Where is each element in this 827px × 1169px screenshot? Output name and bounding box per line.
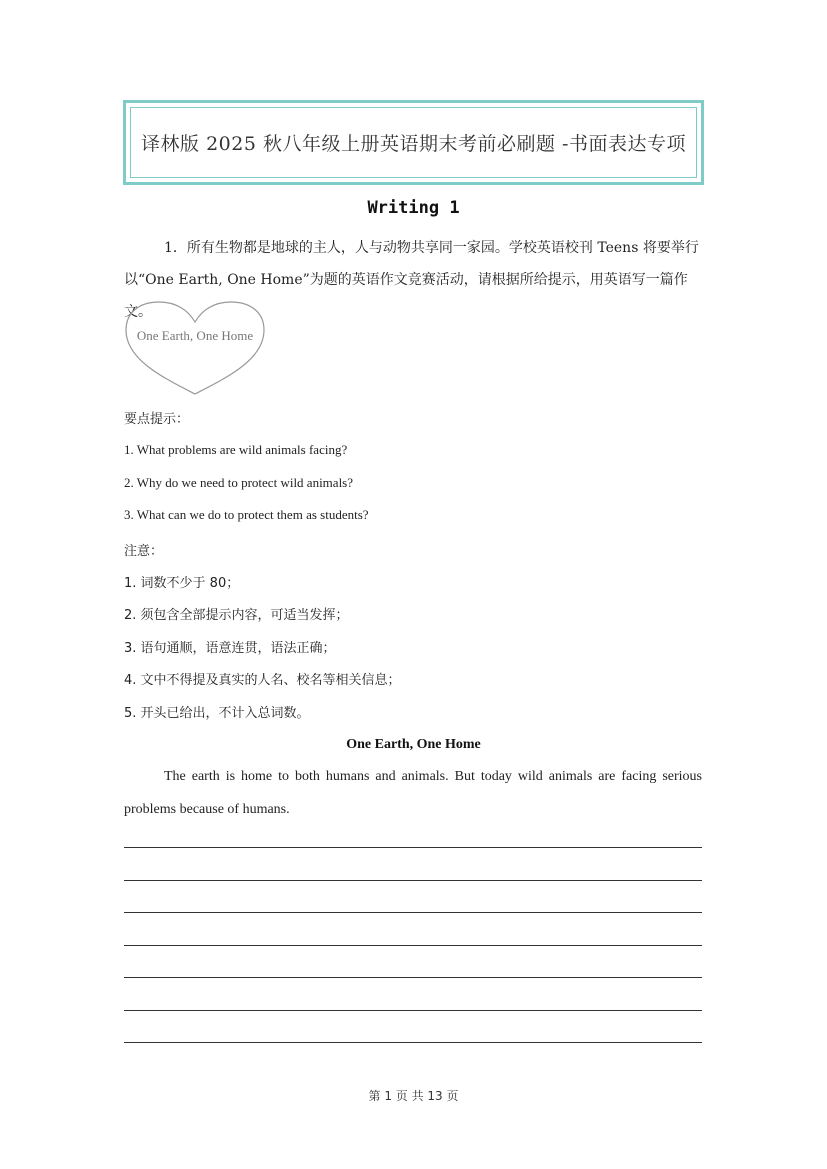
note-item: 5. 开头已给出，不计入总词数。 [124, 706, 310, 721]
tips-label: 要点提示： [124, 412, 190, 427]
essay-title: One Earth, One Home [346, 737, 481, 752]
answer-line[interactable] [124, 880, 702, 881]
answer-line[interactable] [124, 847, 702, 848]
notes-label: 注意： [124, 544, 164, 559]
title-frame [123, 100, 704, 185]
answer-line[interactable] [124, 1010, 702, 1011]
page-number: 第 1 页 共 13 页 [368, 1089, 459, 1103]
answer-line[interactable] [124, 977, 702, 978]
question-text: 1．所有生物都是地球的主人，人与动物共享同一家园。学校英语校刊 Teens 将要举行以“One Earth, One Home”为题的英语作文竞赛活动，请根据所给提示，用英语写一篇作文。 [124, 240, 699, 320]
note-item: 2. 须包含全部提示内容，可适当发挥； [124, 608, 349, 623]
heart-label: One Earth, One Home [136, 328, 254, 343]
tip-item: 3. What can we do to protect them as students? [124, 507, 369, 522]
note-item: 4. 文中不得提及真实的人名、校名等相关信息； [124, 673, 401, 688]
answer-line[interactable] [124, 945, 702, 946]
essay-opening: The earth is home to both humans and animals. But today wild animals are facing serious problems because of humans. [124, 769, 702, 817]
heart-figure [124, 300, 266, 396]
answer-line[interactable] [124, 1042, 702, 1043]
document-title: 译林版 2025 秋八年级上册英语期末考前必刷题 -书面表达专项 [130, 107, 697, 178]
note-item: 3. 语句通顺，语意连贯，语法正确； [124, 641, 336, 656]
heart-shape [124, 300, 266, 396]
tip-item: 2. Why do we need to protect wild animals? [124, 475, 354, 490]
section-heading: Writing 1 [367, 198, 460, 218]
answer-line[interactable] [124, 912, 702, 913]
note-item: 1. 词数不少于 80； [124, 576, 240, 591]
tip-item: 1. What problems are wild animals facing? [124, 442, 348, 457]
